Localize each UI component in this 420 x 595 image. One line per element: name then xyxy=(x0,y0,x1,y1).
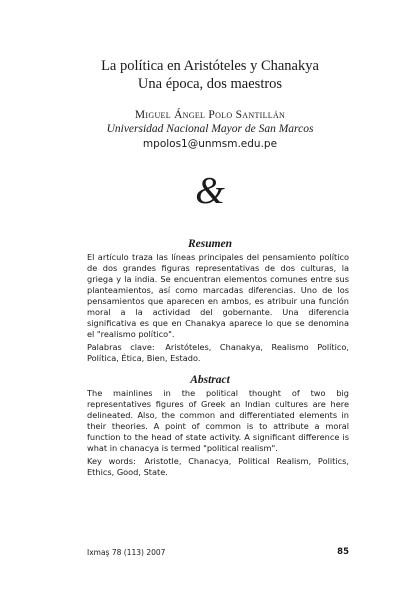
resumen-keywords-list: Aristóteles, Chanakya, Realismo Político, Política, Ética, Bien, Estado. xyxy=(87,342,350,363)
resumen-keywords xyxy=(87,342,349,364)
abstract-keywords-list: Aristotle, Chanacya, Political Realism, Politics, Ethics, Good, State. xyxy=(87,456,349,477)
abstract-keywords xyxy=(87,456,349,478)
author-email: mpolos1@unmsm.edu.pe xyxy=(142,138,278,150)
abstract-section xyxy=(87,388,349,478)
author-affiliation: Universidad Nacional Mayor de San Marcos xyxy=(106,123,314,135)
article-subtitle: Una época, dos maestros xyxy=(137,76,283,92)
abstract-keywords-label: Key words: xyxy=(87,456,136,466)
abstract-body: The mainlines in the political thought of two big representatives figures of Greek an Indian cultures are here delineated. Also, the common and differentiated elements in their theories. A point of common is to attribute a moral function to the head of state activity. A significant difference is what in chanacya is termed "political realism". xyxy=(87,388,349,453)
journal-citation: Ixmaş 78 (113) 2007 xyxy=(87,548,166,557)
article-title: La política en Aristóteles y Chanakya xyxy=(101,58,319,74)
page-number: 85 xyxy=(337,547,349,557)
resumen-keywords-label: Palabras clave: xyxy=(87,342,155,352)
resumen-body: El artículo traza las líneas principales del pensamiento político de dos grandes figuras representativas de dos culturas, la griega y la india. Se encuentran elementos comunes entre sus planteamientos, así como marcadas diferencias. Uno de los pensamientos que aparecen en ambos, es atribuir una función moral a la actividad del gobernante. Una diferencia significativa es que en Chanakya aparece lo que se denomina el "realismo político". xyxy=(87,252,349,339)
resumen-heading: Resumen xyxy=(187,238,233,250)
author-name: Miguel Ángel Polo Santillán xyxy=(134,109,286,121)
resumen-section xyxy=(87,252,349,364)
ampersand-ornament: & xyxy=(195,170,225,212)
abstract-heading: Abstract xyxy=(190,374,230,386)
